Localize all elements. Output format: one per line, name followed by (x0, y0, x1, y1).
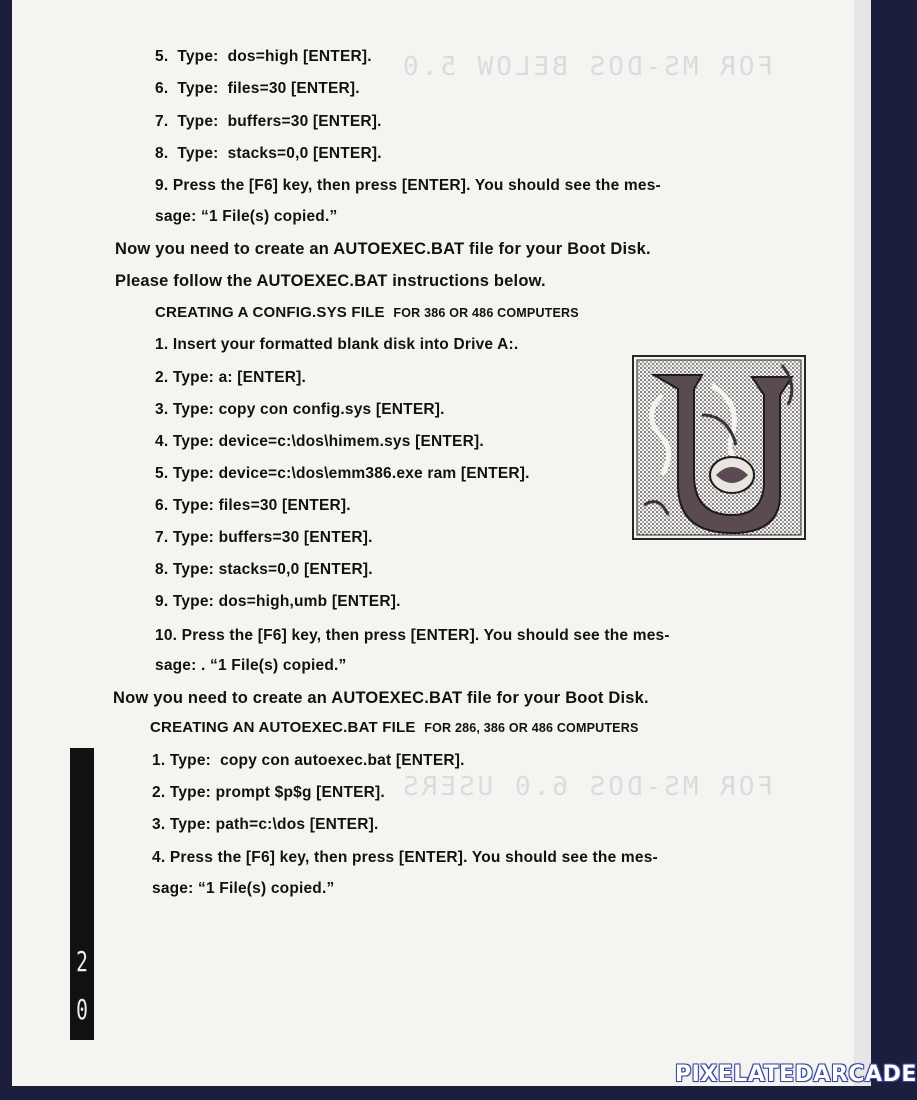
step-5-dos-high: 5. Type: dos=high [ENTER]. (155, 48, 372, 65)
page-number (74, 938, 91, 1034)
config-step-3: 3. Type: copy con config.sys [ENTER]. (155, 401, 445, 418)
config-step-7: 7. Type: buffers=30 [ENTER]. (155, 529, 373, 546)
autoexec-note-line-1: Now you need to create an AUTOEXEC.BAT file for your Boot Disk. (115, 240, 651, 258)
config-sys-heading: CREATING A CONFIG.SYS FILE FOR 386 OR 486 COMPUTERS (155, 304, 579, 321)
autoexec-heading: CREATING AN AUTOEXEC.BAT FILE FOR 286, 386 OR 486 COMPUTERS (150, 719, 639, 736)
page-number-digit: 0 (76, 993, 88, 1026)
config-step-9: 9. Type: dos=high,umb [ENTER]. (155, 593, 401, 610)
autoexec-step-4: 4. Press the [F6] key, then press [ENTER]. You should see the mes- (152, 849, 658, 866)
scan-background (0, 1086, 871, 1100)
step-7-buffers: 7. Type: buffers=30 [ENTER]. (155, 113, 382, 130)
config-step-5: 5. Type: device=c:\dos\emm386.exe ram [ENTER]. (155, 465, 530, 482)
autoexec-step-4-message: sage: “1 File(s) copied.” (152, 880, 335, 897)
step-9-message: sage: “1 File(s) copied.” (155, 208, 338, 225)
step-6-files: 6. Type: files=30 [ENTER]. (155, 80, 360, 97)
config-step-10: 10. Press the [F6] key, then press [ENTER]. You should see the mes- (155, 627, 670, 644)
manual-page (12, 0, 854, 1086)
autoexec-step-1: 1. Type: copy con autoexec.bat [ENTER]. (152, 752, 465, 769)
config-step-2: 2. Type: a: [ENTER]. (155, 369, 307, 386)
autoexec-note-line-2: Please follow the AUTOEXEC.BAT instructions below. (115, 272, 546, 290)
autoexec-step-3: 3. Type: path=c:\dos [ENTER]. (152, 816, 379, 833)
config-step-10-message: sage: . “1 File(s) copied.” (155, 657, 347, 674)
autoexec-note-2: Now you need to create an AUTOEXEC.BAT file for your Boot Disk. (113, 689, 649, 707)
site-watermark: PIXELATEDARCADE (675, 1062, 917, 1087)
show-through-title-bottom: FOR MS-DOS 6.0 USERS (400, 772, 774, 802)
page-number-digit: 2 (76, 945, 88, 978)
page-edge (854, 0, 871, 1100)
step-8-stacks: 8. Type: stacks=0,0 [ENTER]. (155, 145, 382, 162)
step-9-press-f6: 9. Press the [F6] key, then press [ENTER]. You should see the mes- (155, 177, 661, 194)
config-step-1: 1. Insert your formatted blank disk into Drive A:. (155, 336, 519, 353)
autoexec-step-2: 2. Type: prompt $p$g [ENTER]. (152, 784, 385, 801)
show-through-title-top: FOR MS-DOS BELOW 5.0 (400, 52, 774, 82)
illuminated-letter-u-icon (632, 355, 806, 540)
config-step-4: 4. Type: device=c:\dos\himem.sys [ENTER]. (155, 433, 484, 450)
config-step-6: 6. Type: files=30 [ENTER]. (155, 497, 351, 514)
config-step-8: 8. Type: stacks=0,0 [ENTER]. (155, 561, 373, 578)
